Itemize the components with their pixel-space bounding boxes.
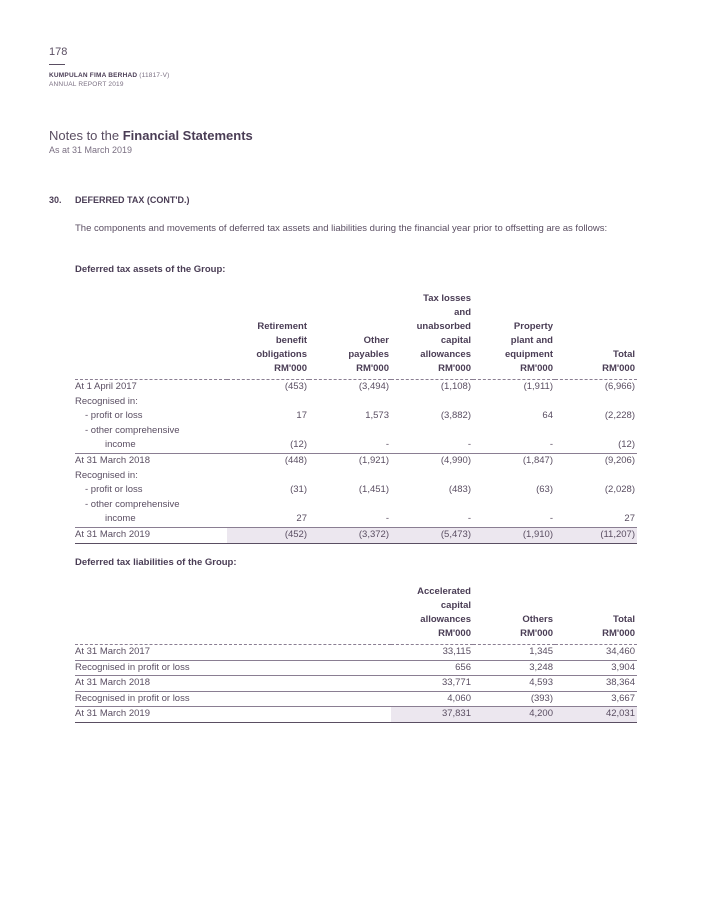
column-header-line: payables — [348, 349, 389, 360]
value-cell: (31) — [290, 484, 307, 496]
assets-heading: Deferred tax assets of the Group: — [75, 264, 226, 275]
column-header-line: Total — [613, 614, 635, 625]
value-cell — [555, 498, 637, 513]
value-cell: (1,910) — [473, 527, 555, 543]
column-header-line: plant and — [510, 335, 553, 346]
value-cell — [391, 424, 473, 439]
column-header — [227, 292, 309, 380]
value-cell: 42,031 — [555, 707, 637, 723]
liabilities-table-body — [75, 645, 637, 723]
table-row — [75, 498, 637, 513]
value-cell — [555, 395, 637, 410]
column-header-line: RM'000 — [274, 363, 307, 374]
report-title: ANNUAL REPORT 2019 — [49, 81, 124, 88]
value-cell — [309, 469, 391, 484]
column-header-line: RM'000 — [520, 363, 553, 374]
row-label: Recognised in profit or loss — [75, 691, 391, 707]
row-label: At 31 March 2019 — [75, 527, 227, 543]
value-cell: (1,921) — [358, 454, 389, 466]
value-cell: 27 — [555, 512, 637, 527]
column-header-line: RM'000 — [520, 628, 553, 639]
value-cell: 38,364 — [555, 676, 637, 692]
value-cell: - — [473, 438, 555, 453]
column-header-line: obligations — [256, 349, 307, 360]
value-cell: 1,345 — [473, 645, 555, 661]
table-row — [75, 380, 637, 395]
deferred-tax-liabilities-table — [75, 585, 637, 723]
column-header-line: unabsorbed — [416, 321, 471, 332]
column-header-line: equipment — [504, 349, 553, 360]
value-cell: (1,451) — [358, 484, 389, 496]
value-cell: (11,207) — [555, 527, 637, 543]
value-cell: (4,990) — [440, 454, 471, 466]
value-cell: 3,248 — [473, 660, 555, 676]
header-row — [75, 585, 637, 645]
value-cell: (12) — [555, 438, 637, 453]
value-cell: 64 — [542, 410, 553, 422]
column-header — [473, 585, 555, 645]
value-cell — [391, 469, 473, 484]
section-number: 30. — [49, 195, 62, 205]
value-cell: (2,028) — [604, 484, 635, 496]
value-cell: (1,911) — [523, 381, 553, 392]
notes-title-bold: Financial Statements — [122, 128, 253, 143]
column-header-line: RM'000 — [438, 628, 471, 639]
value-cell: 4,200 — [473, 707, 555, 723]
row-label: - profit or loss — [85, 410, 143, 422]
header-row — [75, 292, 637, 380]
deferred-tax-assets-table — [75, 292, 637, 544]
table-row — [75, 645, 637, 661]
value-cell — [227, 498, 309, 513]
value-cell: 27 — [227, 512, 309, 527]
value-cell: (448) — [284, 454, 307, 466]
row-label: Recognised in: — [75, 469, 138, 481]
page-number: 178 — [49, 46, 68, 58]
company-registration: (11817-V) — [139, 72, 170, 79]
value-cell: 37,831 — [391, 707, 473, 723]
column-header-line: capital — [440, 335, 471, 346]
row-label: At 31 March 2018 — [75, 676, 391, 692]
header-label-cell — [75, 585, 391, 645]
value-cell: 34,460 — [555, 645, 637, 661]
value-cell: (1,847) — [522, 454, 553, 466]
value-cell: 656 — [391, 660, 473, 676]
column-header-line: allowances — [420, 614, 471, 625]
value-cell: (393) — [473, 691, 555, 707]
column-header — [391, 292, 473, 380]
table-row — [75, 438, 637, 453]
value-cell: (1,108) — [440, 381, 471, 392]
column-header — [309, 292, 391, 380]
column-header-line: RM'000 — [602, 628, 635, 639]
column-header-line: Retirement — [257, 321, 307, 332]
column-header-line: allowances — [420, 349, 471, 360]
column-header-line: Others — [522, 614, 553, 625]
row-label: income — [75, 512, 227, 527]
page-number-rule — [49, 64, 65, 65]
table-row — [75, 691, 637, 707]
header-label-cell — [75, 292, 227, 380]
value-cell — [227, 424, 309, 439]
value-cell: - — [309, 438, 391, 453]
column-header — [473, 292, 555, 380]
value-cell: (3,372) — [309, 527, 391, 543]
value-cell: (12) — [227, 438, 309, 453]
value-cell: 4,060 — [391, 691, 473, 707]
value-cell — [227, 469, 309, 484]
value-cell: - — [473, 512, 555, 527]
row-label: - other comprehensive — [85, 498, 180, 510]
value-cell: 33,115 — [391, 645, 473, 661]
column-header — [555, 585, 637, 645]
row-label: At 1 April 2017 — [75, 381, 137, 392]
column-header-line: capital — [440, 600, 471, 611]
section-intro: The components and movements of deferred tax assets and liabilities during the financial year prior to offsetting are as follows: — [75, 223, 608, 234]
notes-date: As at 31 March 2019 — [49, 145, 133, 155]
value-cell: 33,771 — [391, 676, 473, 692]
row-label: Recognised in profit or loss — [75, 660, 391, 676]
table-row — [75, 453, 637, 468]
row-label: Recognised in: — [75, 395, 138, 407]
row-label: income — [75, 438, 227, 453]
value-cell — [473, 424, 555, 439]
table-row — [75, 409, 637, 424]
row-label: At 31 March 2017 — [75, 645, 391, 661]
value-cell: (452) — [227, 527, 309, 543]
column-header-line: Total — [613, 349, 635, 360]
value-cell: - — [391, 438, 473, 453]
column-header-line: benefit — [275, 335, 307, 346]
liabilities-table-header — [75, 585, 637, 645]
notes-title-prefix: Notes to the — [49, 128, 123, 143]
row-label: - profit or loss — [85, 484, 143, 496]
value-cell — [309, 395, 391, 410]
value-cell: (63) — [536, 484, 553, 496]
value-cell: (453) — [284, 381, 307, 392]
value-cell: 17 — [296, 410, 307, 422]
value-cell — [473, 469, 555, 484]
table-row — [75, 424, 637, 439]
column-header-line: Tax losses — [423, 293, 471, 304]
company-name-text: KUMPULAN FIMA BERHAD — [49, 72, 138, 79]
value-cell: (3,494) — [358, 381, 389, 392]
column-header-line: RM'000 — [602, 363, 635, 374]
column-header-line: RM'000 — [356, 363, 389, 374]
value-cell: (6,966) — [604, 381, 635, 392]
column-header — [555, 292, 637, 380]
notes-title — [49, 128, 253, 143]
value-cell: 3,904 — [555, 660, 637, 676]
value-cell: - — [391, 512, 473, 527]
value-cell: - — [309, 512, 391, 527]
table-row — [75, 676, 637, 692]
value-cell — [309, 424, 391, 439]
value-cell — [555, 424, 637, 439]
table-row — [75, 483, 637, 498]
value-cell — [227, 395, 309, 410]
row-label: - other comprehensive — [85, 424, 180, 436]
company-name — [49, 72, 170, 79]
value-cell: (5,473) — [391, 527, 473, 543]
table-row — [75, 707, 637, 723]
value-cell: (3,882) — [440, 410, 471, 422]
column-header-line: RM'000 — [438, 363, 471, 374]
value-cell: (9,206) — [604, 454, 635, 466]
value-cell — [309, 498, 391, 513]
liabilities-heading: Deferred tax liabilities of the Group: — [75, 557, 237, 568]
value-cell: (2,228) — [604, 410, 635, 422]
table-row — [75, 395, 637, 410]
table-row — [75, 512, 637, 527]
value-cell: 4,593 — [473, 676, 555, 692]
value-cell: (483) — [448, 484, 471, 496]
column-header-line: and — [454, 307, 471, 318]
column-header-line: Property — [513, 321, 553, 332]
section-title: DEFERRED TAX (CONT'D.) — [75, 195, 190, 205]
table-row — [75, 527, 637, 543]
assets-table-header — [75, 292, 637, 380]
value-cell — [473, 395, 555, 410]
row-label: At 31 March 2019 — [75, 707, 391, 723]
value-cell — [391, 395, 473, 410]
value-cell — [473, 498, 555, 513]
column-header-line: Other — [363, 335, 389, 346]
table-row — [75, 660, 637, 676]
assets-table-body — [75, 380, 637, 544]
value-cell — [391, 498, 473, 513]
row-label: At 31 March 2018 — [75, 454, 150, 466]
value-cell — [555, 469, 637, 484]
table-row — [75, 469, 637, 484]
column-header-line: Accelerated — [417, 586, 471, 597]
column-header — [391, 585, 473, 645]
value-cell: 1,573 — [365, 410, 389, 422]
value-cell: 3,667 — [555, 691, 637, 707]
